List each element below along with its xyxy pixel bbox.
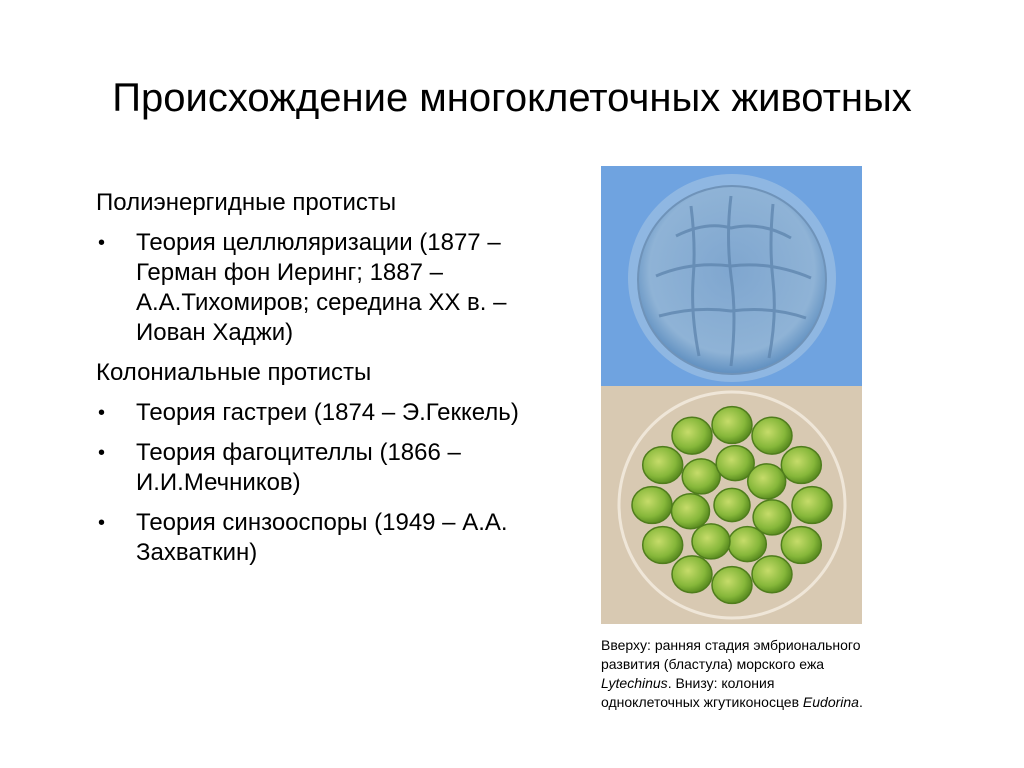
bullet-text: Теория синзооспоры (1949 – А.А. Захваткин) — [136, 509, 508, 566]
colony-cell — [712, 407, 752, 444]
bullet-icon: • — [98, 402, 106, 424]
caption-species-lytechinus: Lytechinus — [601, 675, 668, 691]
colony-cell — [728, 527, 766, 562]
bullet-text: Теория гастреи (1874 – Э.Геккель) — [136, 399, 519, 426]
caption-text: . Внизу: колония одноклеточных жгутиконосцев — [601, 675, 803, 710]
bullet-text: Теория целлюляризации (1877 – Герман фон Иеринг; 1887 – А.А.Тихомиров; середина XX в. – Иован Хаджи) — [136, 229, 507, 346]
colony-cell — [712, 567, 752, 604]
slide-content — [96, 188, 576, 578]
list-item — [96, 228, 576, 348]
colony-cell — [748, 464, 786, 499]
bullet-text: Теория фагоцителлы (1866 – И.И.Мечников) — [136, 439, 461, 496]
colony-cell — [682, 459, 720, 494]
microscopy-illustration — [601, 166, 862, 624]
colony-cell — [714, 488, 750, 521]
caption-text: . — [858, 694, 863, 710]
colony-cell — [672, 494, 710, 529]
colony-cell — [792, 487, 832, 524]
colony-cell — [672, 556, 712, 593]
caption-text: Вверху: ранняя стадия эмбрионального развития (бластула) морского ежа — [601, 637, 861, 672]
colony-cell — [643, 527, 683, 564]
colony-cell — [692, 524, 730, 559]
bullet-list-colonial — [96, 398, 576, 568]
colony-cell — [781, 447, 821, 484]
image-caption — [601, 636, 871, 712]
colony-cell — [672, 417, 712, 454]
list-item — [96, 508, 576, 568]
bullet-icon: • — [98, 232, 106, 254]
colony-cell — [752, 556, 792, 593]
section-heading-polyenergid: Полиэнергидные протисты — [96, 189, 397, 216]
colony-cell — [781, 527, 821, 564]
colony-cell — [752, 417, 792, 454]
colony-cell — [643, 447, 683, 484]
bullet-icon: • — [98, 442, 106, 464]
bullet-icon: • — [98, 512, 106, 534]
colony-cell — [632, 487, 672, 524]
list-item — [96, 438, 576, 498]
microscopy-photo — [601, 166, 862, 624]
bullet-list-polyenergid — [96, 228, 576, 348]
list-item — [96, 398, 576, 428]
caption-species-eudorina: Eudorina — [802, 694, 859, 710]
section-heading-colonial: Колониальные протисты — [96, 359, 372, 386]
slide-title: Происхождение многоклеточных животных — [112, 76, 912, 120]
